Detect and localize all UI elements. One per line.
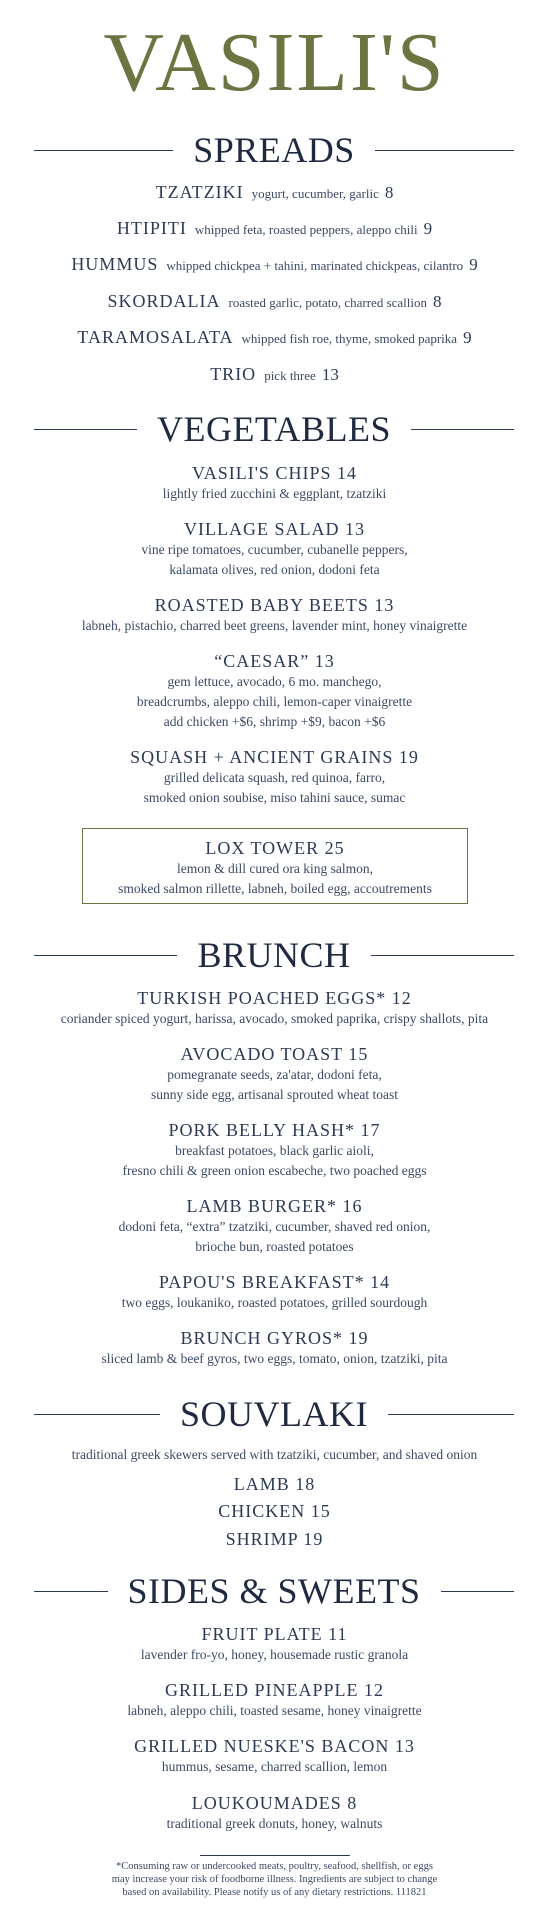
item-desc: breakfast potatoes, black garlic aioli, xyxy=(175,1143,374,1158)
item-name: PORK BELLY HASH* 17 xyxy=(168,1120,381,1140)
item-name: LOX TOWER 25 xyxy=(205,838,345,858)
item-desc: lightly fried zucchini & eggplant, tzatziki xyxy=(162,486,387,501)
item-desc: whipped feta, roasted peppers, aleppo chili xyxy=(194,222,418,237)
section-title: SOUVLAKI xyxy=(180,1394,368,1434)
item-name: AVOCADO TOAST 15 xyxy=(180,1044,369,1064)
item-name: CHICKEN 15 xyxy=(218,1501,331,1521)
footer-disclaimer xyxy=(0,1860,549,1899)
item-name: BRUNCH GYROS* 19 xyxy=(180,1328,369,1348)
item-desc: pick three xyxy=(264,368,316,383)
divider xyxy=(388,1414,514,1415)
item-name: FRUIT PLATE 11 xyxy=(201,1624,348,1644)
footer-line: *Consuming raw or undercooked meats, poultry, seafood, shellfish, or eggs xyxy=(116,1861,433,1872)
divider xyxy=(411,429,514,430)
menu-item xyxy=(0,1195,549,1257)
item-desc: whipped chickpea + tahini, marinated chickpeas, cilantro xyxy=(166,258,464,273)
menu-item xyxy=(0,1735,549,1777)
divider xyxy=(34,955,177,956)
footer-line: based on availability. Please notify us of any dietary restrictions. 111821 xyxy=(122,1887,427,1898)
item-name: HUMMUS xyxy=(71,254,159,274)
item-desc: labneh, aleppo chili, toasted sesame, honey vinaigrette xyxy=(127,1703,422,1718)
item-desc: lemon & dill cured ora king salmon, xyxy=(176,861,374,876)
item-desc: breadcrumbs, aleppo chili, lemon-caper vinaigrette xyxy=(136,694,413,709)
menu-item xyxy=(0,1528,549,1550)
item-name: TZATZIKI xyxy=(155,182,244,202)
item-name: “CAESAR” 13 xyxy=(214,651,335,671)
footer-divider xyxy=(200,1855,350,1856)
item-price: 9 xyxy=(469,255,478,274)
item-desc: smoked salmon rillette, labneh, boiled egg, accoutrements xyxy=(118,881,432,896)
divider xyxy=(375,150,514,151)
menu-item xyxy=(0,650,549,732)
item-desc: kalamata olives, red onion, dodoni feta xyxy=(169,562,380,577)
footer-line: may increase your risk of foodborne illness. Ingredients are subject to change xyxy=(111,1874,438,1885)
item-desc: two eggs, loukaniko, roasted potatoes, grilled sourdough xyxy=(121,1295,428,1310)
section-vegetables xyxy=(34,409,514,449)
item-name: VILLAGE SALAD 13 xyxy=(184,519,365,539)
item-name: SQUASH + ANCIENT GRAINS 19 xyxy=(130,747,419,767)
menu-item xyxy=(0,1473,549,1495)
divider xyxy=(371,955,514,956)
souvlaki-intro: traditional greek skewers served with tzatziki, cucumber, and shaved onion xyxy=(71,1447,478,1462)
item-name: LAMB 18 xyxy=(233,1474,316,1494)
item-price: 9 xyxy=(423,219,433,238)
item-name: LOUKOUMADES 8 xyxy=(191,1793,358,1813)
section-title: SPREADS xyxy=(193,130,355,170)
item-price: 9 xyxy=(463,328,472,347)
item-name: ROASTED BABY BEETS 13 xyxy=(154,595,395,615)
item-desc: roasted garlic, potato, charred scallion xyxy=(228,295,428,310)
menu-item xyxy=(0,1679,549,1721)
divider xyxy=(34,429,137,430)
section-title: SIDES & SWEETS xyxy=(127,1571,421,1611)
menu-item xyxy=(0,1623,549,1665)
item-name: TARAMOSALATA xyxy=(77,327,234,347)
section-title: BRUNCH xyxy=(197,935,351,975)
divider xyxy=(34,150,173,151)
menu-item xyxy=(0,179,549,205)
item-desc: grilled delicata squash, red quinoa, farro, xyxy=(163,770,386,785)
section-title: VEGETABLES xyxy=(156,409,392,449)
menu-item xyxy=(0,361,549,387)
souvlaki-block xyxy=(0,1445,549,1465)
item-desc: pomegranate seeds, za'atar, dodoni feta, xyxy=(167,1067,382,1082)
menu-item xyxy=(0,746,549,808)
item-desc: add chicken +$6, shrimp +$9, bacon +$6 xyxy=(163,714,386,729)
item-desc: brioche bun, roasted potatoes xyxy=(195,1239,354,1254)
lox-tower-box xyxy=(82,828,468,904)
item-name: HTIPITI xyxy=(116,218,187,238)
item-desc: labneh, pistachio, charred beet greens, lavender mint, honey vinaigrette xyxy=(81,618,468,633)
divider xyxy=(34,1591,108,1592)
menu-item xyxy=(0,594,549,636)
item-desc: whipped fish roe, thyme, smoked paprika xyxy=(241,331,458,346)
item-desc: vine ripe tomatoes, cucumber, cubanelle peppers, xyxy=(141,542,408,557)
menu-item xyxy=(0,518,549,580)
item-name: SHRIMP 19 xyxy=(225,1529,324,1549)
item-desc: traditional greek donuts, honey, walnuts xyxy=(166,1816,383,1831)
item-name: GRILLED PINEAPPLE 12 xyxy=(165,1680,384,1700)
item-desc: yogurt, cucumber, garlic xyxy=(251,186,379,201)
section-souvlaki xyxy=(34,1394,514,1434)
item-name: SKORDALIA xyxy=(107,291,221,311)
item-price: 8 xyxy=(433,292,442,311)
item-name: TURKISH POACHED EGGS* 12 xyxy=(137,988,412,1008)
item-desc: dodoni feta, “extra” tzatziki, cucumber, shaved red onion, xyxy=(118,1219,431,1234)
divider xyxy=(34,1414,160,1415)
divider xyxy=(441,1591,515,1592)
menu-item xyxy=(0,462,549,504)
menu-item xyxy=(0,215,549,241)
menu-item xyxy=(0,1327,549,1369)
menu-item xyxy=(0,324,549,350)
item-desc: hummus, sesame, charred scallion, lemon xyxy=(161,1759,388,1774)
item-desc: gem lettuce, avocado, 6 mo. manchego, xyxy=(167,674,382,689)
menu-item xyxy=(0,1792,549,1834)
section-sides-sweets xyxy=(34,1571,514,1611)
item-name: LAMB BURGER* 16 xyxy=(186,1196,363,1216)
menu-item xyxy=(0,1271,549,1313)
item-desc: lavender fro-yo, honey, housemade rustic granola xyxy=(140,1647,409,1662)
item-name: TRIO xyxy=(210,364,257,384)
restaurant-title: VASILI'S xyxy=(103,16,446,109)
item-desc: sliced lamb & beef gyros, two eggs, tomato, onion, tzatziki, pita xyxy=(101,1351,448,1366)
item-desc: sunny side egg, artisanal sprouted wheat toast xyxy=(150,1087,399,1102)
item-price: 8 xyxy=(384,183,394,202)
section-brunch xyxy=(34,935,514,975)
item-desc: coriander spiced yogurt, harissa, avocado, smoked paprika, crispy shallots, pita xyxy=(60,1011,489,1026)
menu-item xyxy=(0,987,549,1029)
item-price: 13 xyxy=(321,365,339,384)
menu-item xyxy=(0,1043,549,1105)
menu-item xyxy=(0,1119,549,1181)
item-name: VASILI'S CHIPS 14 xyxy=(192,463,357,483)
menu-item xyxy=(0,251,549,277)
item-desc: fresno chili & green onion escabeche, two poached eggs xyxy=(122,1163,427,1178)
section-spreads xyxy=(34,130,514,170)
item-desc: smoked onion soubise, miso tahini sauce, sumac xyxy=(143,790,406,805)
menu-item xyxy=(0,1500,549,1522)
item-name: PAPOU'S BREAKFAST* 14 xyxy=(158,1272,391,1292)
menu-item xyxy=(0,288,549,314)
item-name: GRILLED NUESKE'S BACON 13 xyxy=(134,1736,415,1756)
